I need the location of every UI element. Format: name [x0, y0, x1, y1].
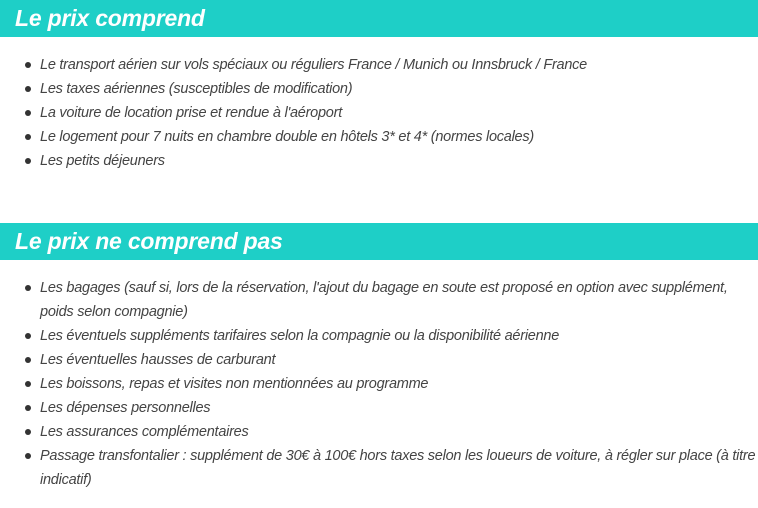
- list-item: [0, 444, 758, 492]
- bullet-icon: [25, 405, 31, 411]
- list-item: [0, 396, 758, 420]
- included-list: [0, 53, 758, 173]
- list-item-text: Les éventuelles hausses de carburant: [40, 352, 276, 368]
- list-item-text: Les boissons, repas et visites non mentionnées au programme: [40, 376, 429, 392]
- list-item: [0, 77, 758, 101]
- list-item-text: Passage transfontalier : supplément de 30€ à 100€ hors taxes selon les loueurs de voiture, à régler sur place (à titre indicatif): [40, 448, 756, 488]
- list-item: [0, 125, 758, 149]
- list-item: [0, 149, 758, 173]
- bullet-icon: [25, 110, 31, 116]
- bullet-icon: [25, 285, 31, 291]
- not-included-list: [0, 276, 758, 492]
- list-item-text: Les petits déjeuners: [40, 153, 165, 169]
- bullet-icon: [25, 158, 31, 164]
- bullet-icon: [25, 86, 31, 92]
- list-item: [0, 53, 758, 77]
- list-item-text: Le logement pour 7 nuits en chambre double en hôtels 3* et 4* (normes locales): [40, 129, 534, 145]
- list-item-text: Le transport aérien sur vols spéciaux ou réguliers France / Munich ou Innsbruck / France: [40, 57, 587, 73]
- bullet-icon: [25, 134, 31, 140]
- list-item: [0, 372, 758, 396]
- list-item-text: Les dépenses personnelles: [40, 400, 211, 416]
- not-included-section-header: [0, 223, 758, 260]
- list-item-text: Les taxes aériennes (susceptibles de modification): [40, 81, 353, 97]
- included-section-title: Le prix comprend: [15, 5, 205, 31]
- list-item: [0, 276, 758, 324]
- list-item: [0, 420, 758, 444]
- bullet-icon: [25, 62, 31, 68]
- not-included-section-title: Le prix ne comprend pas: [15, 228, 283, 254]
- bullet-icon: [25, 381, 31, 387]
- bullet-icon: [25, 333, 31, 339]
- included-section-header: [0, 0, 758, 37]
- list-item-text: La voiture de location prise et rendue à l'aéroport: [40, 105, 342, 121]
- list-item-text: Les bagages (sauf si, lors de la réservation, l'ajout du bagage en soute est proposé en option avec supplément, poids selon compagnie): [40, 280, 728, 320]
- list-item: [0, 101, 758, 125]
- bullet-icon: [25, 453, 31, 459]
- bullet-icon: [25, 357, 31, 363]
- list-item: [0, 348, 758, 372]
- list-item-text: Les assurances complémentaires: [40, 424, 249, 440]
- bullet-icon: [25, 429, 31, 435]
- list-item: [0, 324, 758, 348]
- list-item-text: Les éventuels suppléments tarifaires selon la compagnie ou la disponibilité aérienne: [40, 328, 560, 344]
